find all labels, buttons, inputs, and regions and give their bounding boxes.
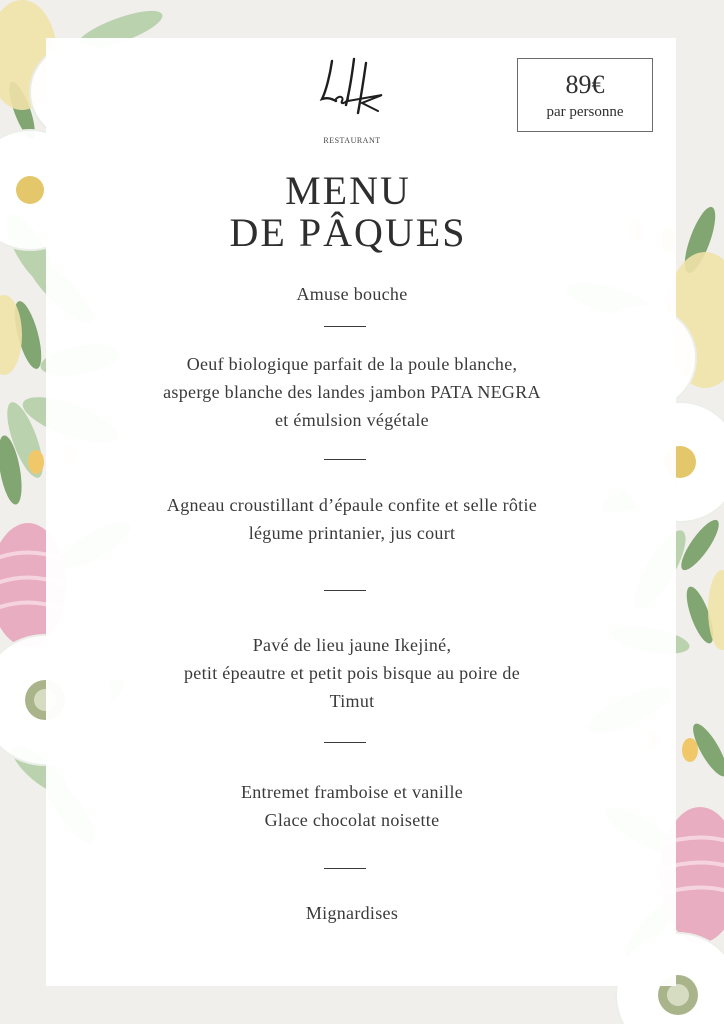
course-line: asperge blanche des landes jambon PATA NEGRA <box>163 382 541 402</box>
course-line: Agneau croustillant d’épaule confite et selle rôtie <box>166 495 538 515</box>
course-main-fish <box>96 631 608 715</box>
course-mignardises <box>96 899 608 927</box>
course-separator <box>324 459 366 460</box>
title-line: MENU <box>285 168 411 213</box>
course-main-lamb <box>96 491 608 547</box>
restaurant-logo-icon <box>318 55 388 125</box>
course-separator <box>324 868 366 869</box>
page-title <box>120 170 576 254</box>
course-amuse-bouche <box>96 280 608 308</box>
course-dessert <box>96 778 608 834</box>
course-line: Entremet framboise et vanille <box>240 782 464 802</box>
course-line: Glace chocolat noisette <box>264 810 440 830</box>
course-line: Pavé de lieu jaune Ikejiné, <box>252 635 452 655</box>
course-line: petit épeautre et petit pois bisque au poire de <box>184 663 520 683</box>
price-box <box>517 58 653 132</box>
course-separator <box>324 326 366 327</box>
course-line: Mignardises <box>305 903 399 923</box>
logo-subtitle: RESTAURANT <box>323 136 381 145</box>
course-line: et émulsion végétale <box>275 410 429 430</box>
course-separator <box>324 742 366 743</box>
course-starter <box>96 350 608 434</box>
price-unit: par personne <box>546 104 624 120</box>
course-separator <box>324 590 366 591</box>
course-line: Oeuf biologique parfait de la poule blanche, <box>186 354 518 374</box>
price-value: 89€ <box>565 70 605 99</box>
course-line: Timut <box>329 691 375 711</box>
course-line: Amuse bouche <box>296 284 408 304</box>
title-line: DE PÂQUES <box>229 210 467 255</box>
course-line: légume printanier, jus court <box>248 523 456 543</box>
